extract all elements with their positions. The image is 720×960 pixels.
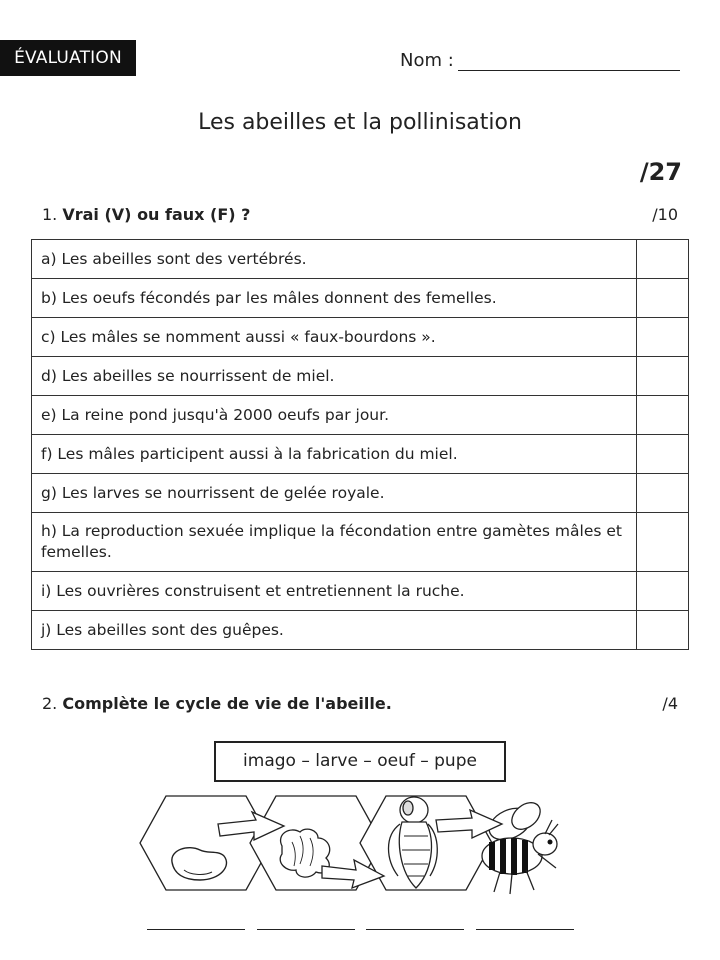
- life-cycle-illustration: [0, 780, 720, 900]
- answer-blank-2[interactable]: [257, 929, 355, 930]
- table-row: [32, 396, 689, 435]
- evaluation-badge: ÉVALUATION: [0, 40, 136, 76]
- answer-cell-f[interactable]: [637, 435, 689, 474]
- question-2-score: /4: [662, 694, 678, 713]
- statement-i: i) Les ouvrières construisent et entretiennent la ruche.: [32, 572, 637, 611]
- statement-h: h) La reproduction sexuée implique la fécondation entre gamètes mâles et femelles.: [32, 513, 637, 572]
- name-field[interactable]: [400, 50, 680, 71]
- name-line[interactable]: [458, 52, 680, 71]
- statement-j: j) Les abeilles sont des guêpes.: [32, 611, 637, 650]
- question-2-heading: [42, 694, 392, 713]
- question-2-prompt: Complète le cycle de vie de l'abeille.: [62, 694, 392, 713]
- table-row: [32, 474, 689, 513]
- table-row: [32, 279, 689, 318]
- statement-g: g) Les larves se nourrissent de gelée royale.: [32, 474, 637, 513]
- answer-cell-b[interactable]: [637, 279, 689, 318]
- adult-bee-icon: [482, 797, 558, 894]
- question-2-number: 2.: [42, 694, 58, 713]
- answer-blank-3[interactable]: [366, 929, 464, 930]
- egg-icon: [172, 848, 227, 880]
- answer-blank-4[interactable]: [476, 929, 574, 930]
- question-1-score: /10: [652, 205, 678, 224]
- answer-blank-1[interactable]: [147, 929, 245, 930]
- statement-f: f) Les mâles participent aussi à la fabrication du miel.: [32, 435, 637, 474]
- question-1-prompt: Vrai (V) ou faux (F) ?: [62, 205, 251, 224]
- statement-a: a) Les abeilles sont des vertébrés.: [32, 240, 637, 279]
- table-row: [32, 572, 689, 611]
- total-score: /27: [639, 158, 682, 186]
- statement-e: e) La reine pond jusqu'à 2000 oeufs par jour.: [32, 396, 637, 435]
- answer-cell-a[interactable]: [637, 240, 689, 279]
- question-1-heading: [42, 205, 250, 224]
- question-1-number: 1.: [42, 205, 58, 224]
- table-row: [32, 435, 689, 474]
- word-bank-box: imago – larve – oeuf – pupe: [214, 741, 506, 782]
- answer-cell-c[interactable]: [637, 318, 689, 357]
- statement-b: b) Les oeufs fécondés par les mâles donnent des femelles.: [32, 279, 637, 318]
- answer-cell-i[interactable]: [637, 572, 689, 611]
- answer-cell-h[interactable]: [637, 513, 689, 572]
- table-row: [32, 513, 689, 572]
- answer-cell-e[interactable]: [637, 396, 689, 435]
- answer-cell-d[interactable]: [637, 357, 689, 396]
- statement-d: d) Les abeilles se nourrissent de miel.: [32, 357, 637, 396]
- statement-c: c) Les mâles se nomment aussi « faux-bourdons ».: [32, 318, 637, 357]
- answer-cell-j[interactable]: [637, 611, 689, 650]
- answer-cell-g[interactable]: [637, 474, 689, 513]
- table-row: [32, 611, 689, 650]
- name-label: Nom :: [400, 50, 454, 71]
- table-row: [32, 357, 689, 396]
- table-row: [32, 240, 689, 279]
- page-title: Les abeilles et la pollinisation: [198, 110, 522, 135]
- table-row: [32, 318, 689, 357]
- true-false-table: [31, 239, 689, 650]
